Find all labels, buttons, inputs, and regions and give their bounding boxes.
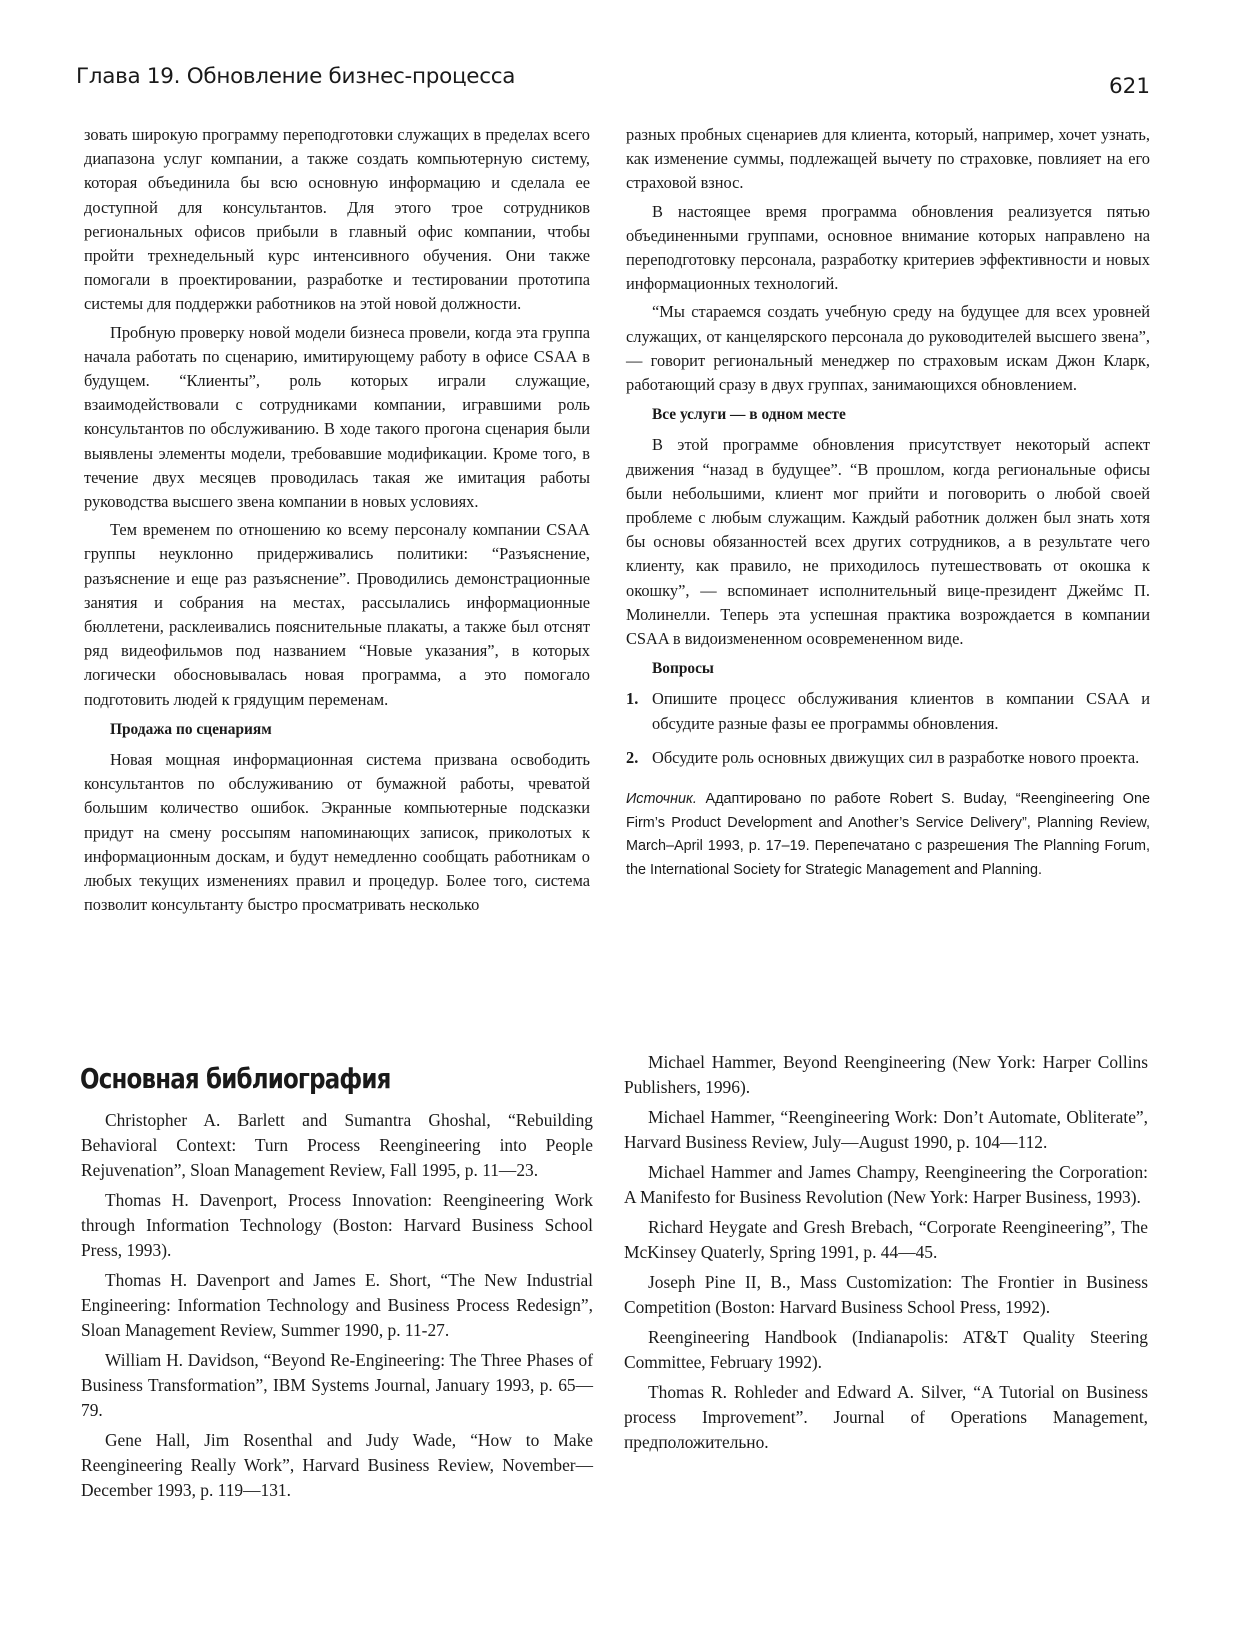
question-item bbox=[626, 687, 1150, 735]
bibliography-entry: Thomas R. Rohleder and Edward A. Silver, “A Tutorial on Business process Improvement”. Journal of Operations Management, предположительно. bbox=[624, 1382, 1148, 1452]
source-text: Адаптировано по работе Robert S. Buday, “Reengineering One Firm’s Product Development and Another’s Service Delivery”, Planning Review, March–April 1993, p. 17–19. Перепечатано с разрешения The Planning Forum, the International Society for Strategic Management and Planning. bbox=[626, 791, 1150, 878]
bibliography-entry: Michael Hammer and James Champy, Reengineering the Corporation: A Manifesto for Business Revolution (New York: Harper Business, 1993). bbox=[624, 1162, 1148, 1207]
paragraph: Пробную проверку новой модели бизнеса провели, когда эта группа начала работать по сценарию, имитирующему работу в офисе CSAA в будущем. “Клиенты”, роль которых играли служащие, взаимодействовали с сотрудниками компании, игравшими роль консультантов по обслуживанию. В ходе такого прогона сценария были выявлены элементы модели, требовавшие модификации. Кроме того, в течение двух месяцев проводилась такая же имитация работы руководства высшего звена компании в новых условиях. bbox=[84, 322, 590, 512]
question-text: Обсудите роль основных движущих сил в разработке нового проекта. bbox=[652, 747, 1140, 767]
bibliography-entry: Thomas H. Davenport, Process Innovation: Reengineering Work through Information Technology (Boston: Harvard Business School Press, 1993). bbox=[81, 1190, 593, 1260]
section-heading: Продажа по сценариям bbox=[110, 720, 272, 738]
page-number: 621 bbox=[1109, 74, 1151, 99]
question-number: 1. bbox=[626, 689, 639, 709]
bibliography-entry: Christopher A. Barlett and Sumantra Ghoshal, “Rebuilding Behavioral Context: Turn Process Reengineering into People Rejuvenation”, Sloan Management Review, Fall 1995, p. 11—23. bbox=[81, 1110, 593, 1180]
bibliography-entry: Richard Heygate and Gresh Brebach, “Corporate Reengineering”, The McKinsey Quaterly, Spring 1991, p. 44—45. bbox=[624, 1217, 1148, 1262]
questions-list bbox=[626, 687, 1150, 770]
paragraph: зовать широкую программу переподготовки служащих в пределах всего диапазона услуг компании, а также создать компьютерную систему, которая объединила бы всю основную информацию и сделала ее доступной для консультантов. Для этого трое сотрудников региональных офисов прибыли в главный офис компании, чтобы пройти трехнедельный курс интенсивного обучения. Они также помогали в проектировании, разработке и тестировании прототипа системы для поддержки работников на этой новой должности. bbox=[84, 125, 590, 314]
bibliography-left-column bbox=[81, 1108, 593, 1508]
left-text-column bbox=[84, 123, 590, 922]
bibliography-entry: Thomas H. Davenport and James E. Short, “The New Industrial Engineering: Information Technology and Business Process Redesign”, Sloan Management Review, Summer 1990, p. 11-27. bbox=[81, 1270, 593, 1340]
section-heading: Все услуги — в одном месте bbox=[652, 406, 846, 424]
bibliography-entry: Reengineering Handbook (Indianapolis: AT&T Quality Steering Committee, February 1992). bbox=[624, 1327, 1148, 1372]
paragraph: В этой программе обновления присутствует некоторый аспект движения “назад в будущее”. “В прошлом, когда региональные офисы были небольшими, клиент мог прийти и поговорить о любой своей проблеме с любым служащим. Каждый работник должен был знать хотя бы основы обязанностей всех других сотрудников, а в результате чего клиенту, как правило, не приходилось путешествовать от окошка к окошку”, — вспоминает исполнительный вице-президент Джеймс П. Молинелли. Теперь эта успешная практика возрождается в компании CSAA в видоизмененном осовремененном виде. bbox=[626, 435, 1150, 649]
question-number: 2. bbox=[626, 747, 639, 767]
bibliography-entry: Michael Hammer, “Reengineering Work: Don’t Automate, Obliterate”, Harvard Business Review, July—August 1990, p. 104—112. bbox=[624, 1107, 1148, 1152]
paragraph: разных пробных сценариев для клиента, который, например, хочет узнать, как изменение суммы, подлежащей вычету по страховке, повлияет на его страховой взнос. bbox=[626, 125, 1150, 193]
paragraph: В настоящее время программа обновления реализуется пятью объединенными группами, основное внимание которых направлено на переподготовку персонала, разработку критериев эффективности и новых информационных технологий. bbox=[626, 201, 1150, 294]
bibliography-entry: Gene Hall, Jim Rosenthal and Judy Wade, “How to Make Reengineering Really Work”, Harvard Business Review, November—December 1993, p. 119—131. bbox=[81, 1430, 593, 1500]
running-head: Глава 19. Обновление бизнес-процесса bbox=[76, 64, 516, 89]
source-note bbox=[626, 788, 1150, 882]
paragraph: Тем временем по отношению ко всему персоналу компании CSAA группы неуклонно придерживались политики: “Разъяснение, разъяснение и еще раз разъяснение”. Проводились демонстрационные занятия и собрания на местах, рассылались информационные бюллетени, расклеивались пояснительные плакаты, а также был отснят ряд видеофильмов под названием “Новые указания”, в которых логически обосновывалась новая программа, а это помогало подготовить людей к грядущим переменам. bbox=[84, 520, 590, 709]
bibliography-entry: Michael Hammer, Beyond Reengineering (New York: Harper Collins Publishers, 1996). bbox=[624, 1052, 1148, 1097]
question-text: Опишите процесс обслуживания клиентов в компании CSAA и обсудите разные фазы ее программы обновления. bbox=[652, 689, 1150, 733]
paragraph: “Мы стараемся создать учебную среду на будущее для всех уровней служащих, от канцелярского персонала до руководителей высшего звена”, — говорит региональный менеджер по страховым искам Джон Кларк, работающий сразу в двух группах, занимающихся обновлением. bbox=[626, 302, 1150, 395]
right-text-column bbox=[626, 123, 1150, 882]
bibliography-right-column bbox=[624, 1050, 1148, 1460]
paragraph: Новая мощная информационная система призвана освободить консультантов по обслуживанию от бумажной работы, чреватой большим количество ошибок. Экранные компьютерные подсказки придут на смену россыпям напоминающих записок, приколотых к информационным доскам, и будут немедленно сообщать работникам о любых текущих изменениях правил и процедур. Более того, система позволит консультанту быстро просматривать несколько bbox=[84, 750, 590, 915]
bibliography-entry: Joseph Pine II, B., Mass Customization: The Frontier in Business Competition (Boston: Harvard Business School Press, 1992). bbox=[624, 1272, 1148, 1317]
questions-heading: Вопросы bbox=[652, 660, 714, 678]
bibliography-entry: William H. Davidson, “Beyond Re-Engineering: The Three Phases of Business Transformation”, IBM Systems Journal, January 1993, p. 65—79. bbox=[81, 1350, 593, 1420]
bibliography-title: Основная библиография bbox=[80, 1062, 391, 1095]
question-item bbox=[626, 746, 1150, 770]
source-label: Источник. bbox=[626, 791, 697, 808]
